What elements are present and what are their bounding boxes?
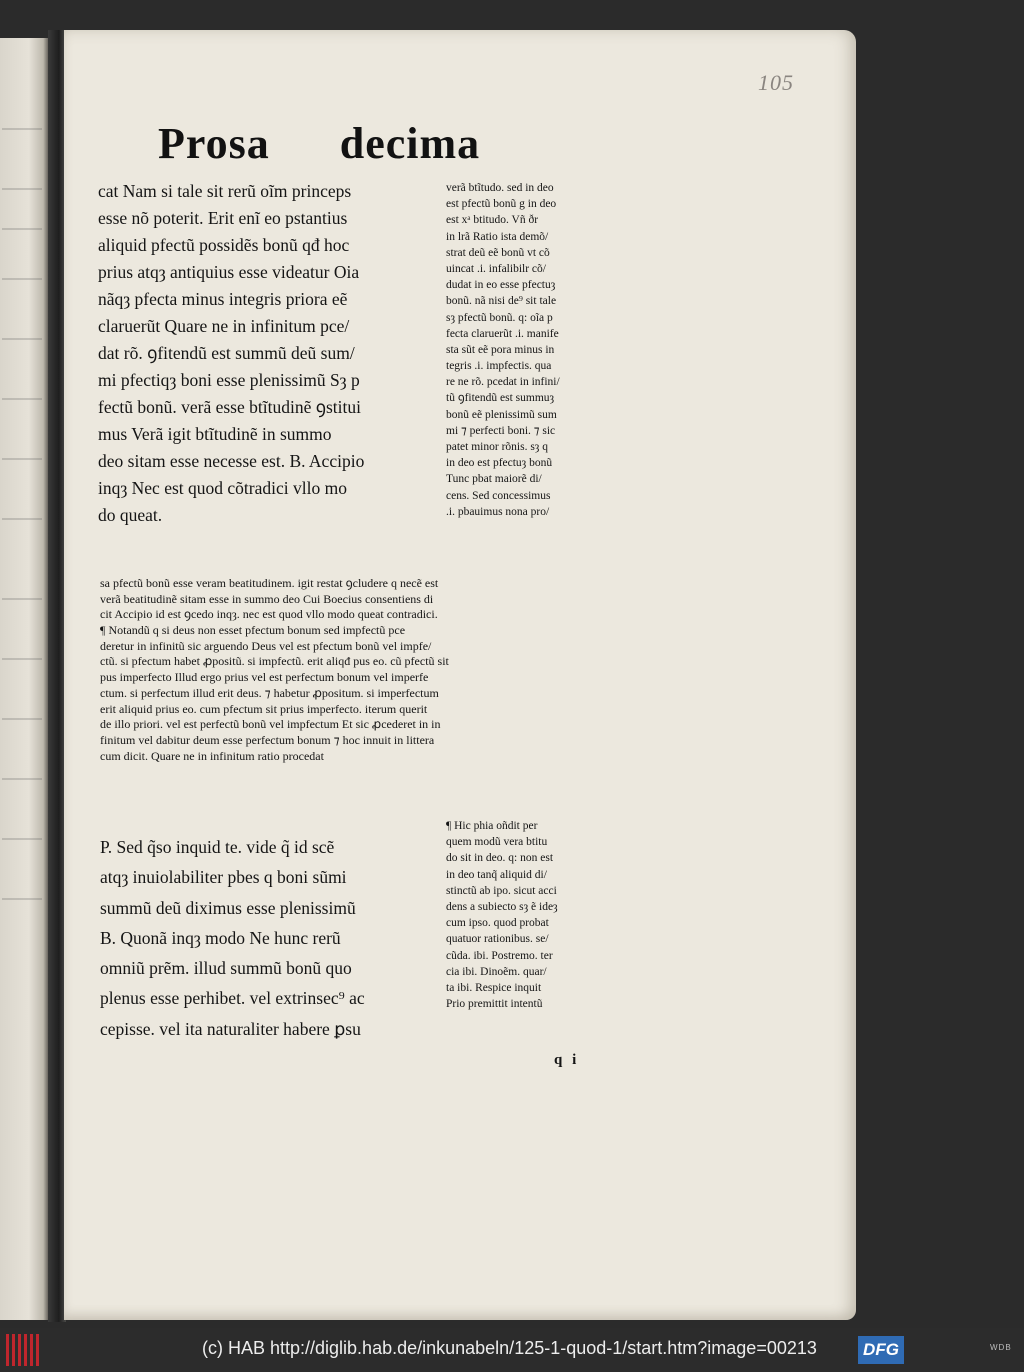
gloss-block-1 bbox=[446, 180, 626, 520]
gloss-line: mi ⁊ perfecti boni. ⁊ sic bbox=[446, 424, 556, 437]
gloss-line: sȝ pfectũ bonũ. q: oĩa p bbox=[446, 311, 553, 324]
gloss-line: do sit in deo. q: non est bbox=[446, 852, 554, 865]
gloss-line: dudat in eo esse pfectuȝ bbox=[446, 279, 556, 292]
text-line: mi pfectiqȝ boni esse plenissimũ Sȝ p bbox=[98, 370, 360, 390]
text-line: mus Verã igit btĩtudinẽ in summo bbox=[98, 424, 332, 444]
dfg-logo[interactable]: DFG bbox=[858, 1336, 904, 1364]
gloss-line: Prio premittit intentũ bbox=[446, 998, 543, 1011]
commentary-line: cum dicit. Quare ne in infinitum ratio procedat bbox=[100, 748, 324, 763]
gloss-line: ¶ Hic phia oñdit per bbox=[446, 820, 538, 832]
text-line: cepisse. vel ita naturaliter habere ꝑsu bbox=[100, 1018, 361, 1039]
text-line: cat Nam si tale sit rerũ oĩm princeps bbox=[98, 181, 352, 201]
text-line: deo sitam esse necesse est. B. Accipio bbox=[98, 451, 365, 471]
main-text-block-2 bbox=[100, 832, 432, 1044]
gloss-line: ta ibi. Respice inquit bbox=[446, 981, 542, 994]
gloss-line: strat deũ eẽ bonũ vt cõ bbox=[446, 246, 550, 259]
gloss-line: bonũ. nã nisi de⁹ sit tale bbox=[446, 295, 557, 308]
text-line: atqȝ inuiolabiliter pbes q boni sũmi bbox=[100, 867, 347, 888]
gloss-line: quem modũ vera btitu bbox=[446, 836, 548, 849]
gloss-line: .i. pbauimus nona pro/ bbox=[446, 505, 550, 518]
gloss-line: tũ ꝯfitendũ est summuȝ bbox=[446, 392, 555, 405]
gloss-line: fecta claruerũt .i. manife bbox=[446, 327, 559, 340]
gloss-line: in lrã Ratio ista demõ/ bbox=[446, 230, 549, 243]
commentary-line: ¶ Notandũ q si deus non esset pfectum bonum sed impfectũ pce bbox=[100, 623, 406, 638]
hab-barcode-icon bbox=[6, 1334, 42, 1366]
wdb-logo: WDB bbox=[990, 1343, 1012, 1352]
page-heading bbox=[158, 118, 518, 178]
gloss-line: cum ipso. quod probat bbox=[446, 917, 549, 930]
commentary-line: sa pfectũ bonũ esse veram beatitudinem. igit restat ꝯcludere q necẽ est bbox=[100, 576, 439, 590]
gloss-line: in deo est pfectuȝ bonũ bbox=[446, 457, 553, 470]
copyright-link[interactable]: (c) HAB http://diglib.hab.de/inkunabeln/125-1-quod-1/start.htm?image=00213 bbox=[202, 1338, 817, 1358]
gloss-line: uincat .i. infalibilr cõ/ bbox=[446, 262, 546, 275]
heading-word-2: decima bbox=[339, 119, 481, 168]
gloss-line: re ne rõ. pcedat in infini/ bbox=[446, 376, 560, 389]
commentary-line: pus imperfecto Illud ergo prius vel est perfectum bonum vel imperfe bbox=[100, 670, 429, 685]
gloss-line: est pfectũ bonũ g in deo bbox=[446, 198, 557, 211]
text-line: do queat. bbox=[98, 505, 163, 525]
text-line: summũ deũ diximus esse plenissimũ bbox=[100, 897, 356, 918]
commentary-line: verã beatitudinẽ sitam esse in summo deo Cui Boecius consentiens di bbox=[100, 591, 434, 606]
gloss-line: cũda. ibi. Postremo. ter bbox=[446, 949, 553, 962]
commentary-line: ctum. si perfectum illud erit deus. ⁊ habetur ꝓpositum. si imperfectum bbox=[100, 685, 439, 700]
text-line: dat rõ. ꝯfitendũ est summũ deũ sum/ bbox=[98, 343, 355, 363]
text-line: prius atqȝ antiquius esse videatur Oia bbox=[98, 262, 360, 282]
text-line: nãqȝ pfecta minus integris priora eẽ bbox=[98, 289, 348, 309]
text-line: esse nõ poterit. Erit enĩ eo pstantius bbox=[98, 208, 348, 228]
text-line: omniũ prẽm. illud summũ bonũ quo bbox=[100, 958, 352, 979]
gloss-line: patet minor rõnis. sȝ q bbox=[446, 441, 548, 453]
gloss-line: stinctũ ab ipo. sicut acci bbox=[446, 884, 557, 897]
gloss-line: sta sũt eẽ pora minus in bbox=[446, 343, 555, 356]
commentary-line: erit aliquid prius eo. cum pfectum sit prius imperfecto. iterum querit bbox=[100, 701, 428, 716]
gloss-line: in deo tanq̃ aliquid di/ bbox=[446, 868, 547, 881]
gloss-line: quatuor rationibus. se/ bbox=[446, 933, 549, 946]
text-line: B. Quonã inqȝ modo Ne hunc rerũ bbox=[100, 927, 341, 948]
heading-word-1: Prosa bbox=[158, 119, 270, 168]
main-text-block-1 bbox=[98, 178, 434, 529]
commentary-block bbox=[100, 576, 620, 764]
gloss-line: verã btĩtudo. sed in deo bbox=[446, 182, 554, 194]
gloss-line: est xᵃ btitudo. Vñ ðr bbox=[446, 214, 539, 227]
gloss-line: Tunc pbat maiorẽ di/ bbox=[446, 473, 542, 486]
text-line: aliquid pfectũ possidẽs bonũ qđ hoc bbox=[98, 235, 350, 255]
gloss-line: dens a subiecto sȝ ẽ ideȝ bbox=[446, 900, 558, 913]
left-page-edge bbox=[0, 38, 48, 1320]
gloss-line: tegris .i. impfectis. qua bbox=[446, 360, 552, 373]
gloss-line: cia ibi. Dinoẽm. quar/ bbox=[446, 965, 547, 978]
text-line: inqȝ Nec est quod cõtradici vllo mo bbox=[98, 478, 347, 498]
gloss-line: bonũ eẽ plenissimũ sum bbox=[446, 408, 557, 421]
commentary-line: finitum vel dabitur deum esse perfectum bonum ⁊ hoc innuit in littera bbox=[100, 732, 435, 747]
commentary-line: de illo priori. vel est perfectũ bonũ vel impfectum Et sic ꝓcederet in in bbox=[100, 717, 441, 732]
gloss-line: cens. Sed concessimus bbox=[446, 489, 551, 502]
footer-bar bbox=[0, 1328, 1024, 1372]
commentary-line: cit Accipio id est ꝯcedo inqȝ. nec est quod vllo modo queat contradici. bbox=[100, 607, 438, 622]
text-line: fectũ bonũ. verã esse btĩtudinẽ ꝯstitui bbox=[98, 397, 361, 417]
commentary-line: deretur in infinitũ sic arguendo Deus vel est pfectum bonũ vel impfe/ bbox=[100, 638, 432, 653]
text-line: P. Sed q̃so inquid te. vide q̃ id scẽ bbox=[100, 837, 335, 857]
folio-number: 105 bbox=[758, 70, 794, 95]
commentary-line: ctũ. si pfectum habet ꝓpositũ. si impfectũ. erit aliqđ pus eo. cũ pfectũ sit bbox=[100, 654, 449, 669]
gloss-block-2 bbox=[446, 818, 626, 1012]
text-line: plenus esse perhibet. vel extrinsec⁹ ac bbox=[100, 988, 365, 1009]
text-line: claruerũt Quare ne in infinitum pce/ bbox=[98, 316, 350, 336]
signature-mark: q i bbox=[554, 1052, 580, 1068]
